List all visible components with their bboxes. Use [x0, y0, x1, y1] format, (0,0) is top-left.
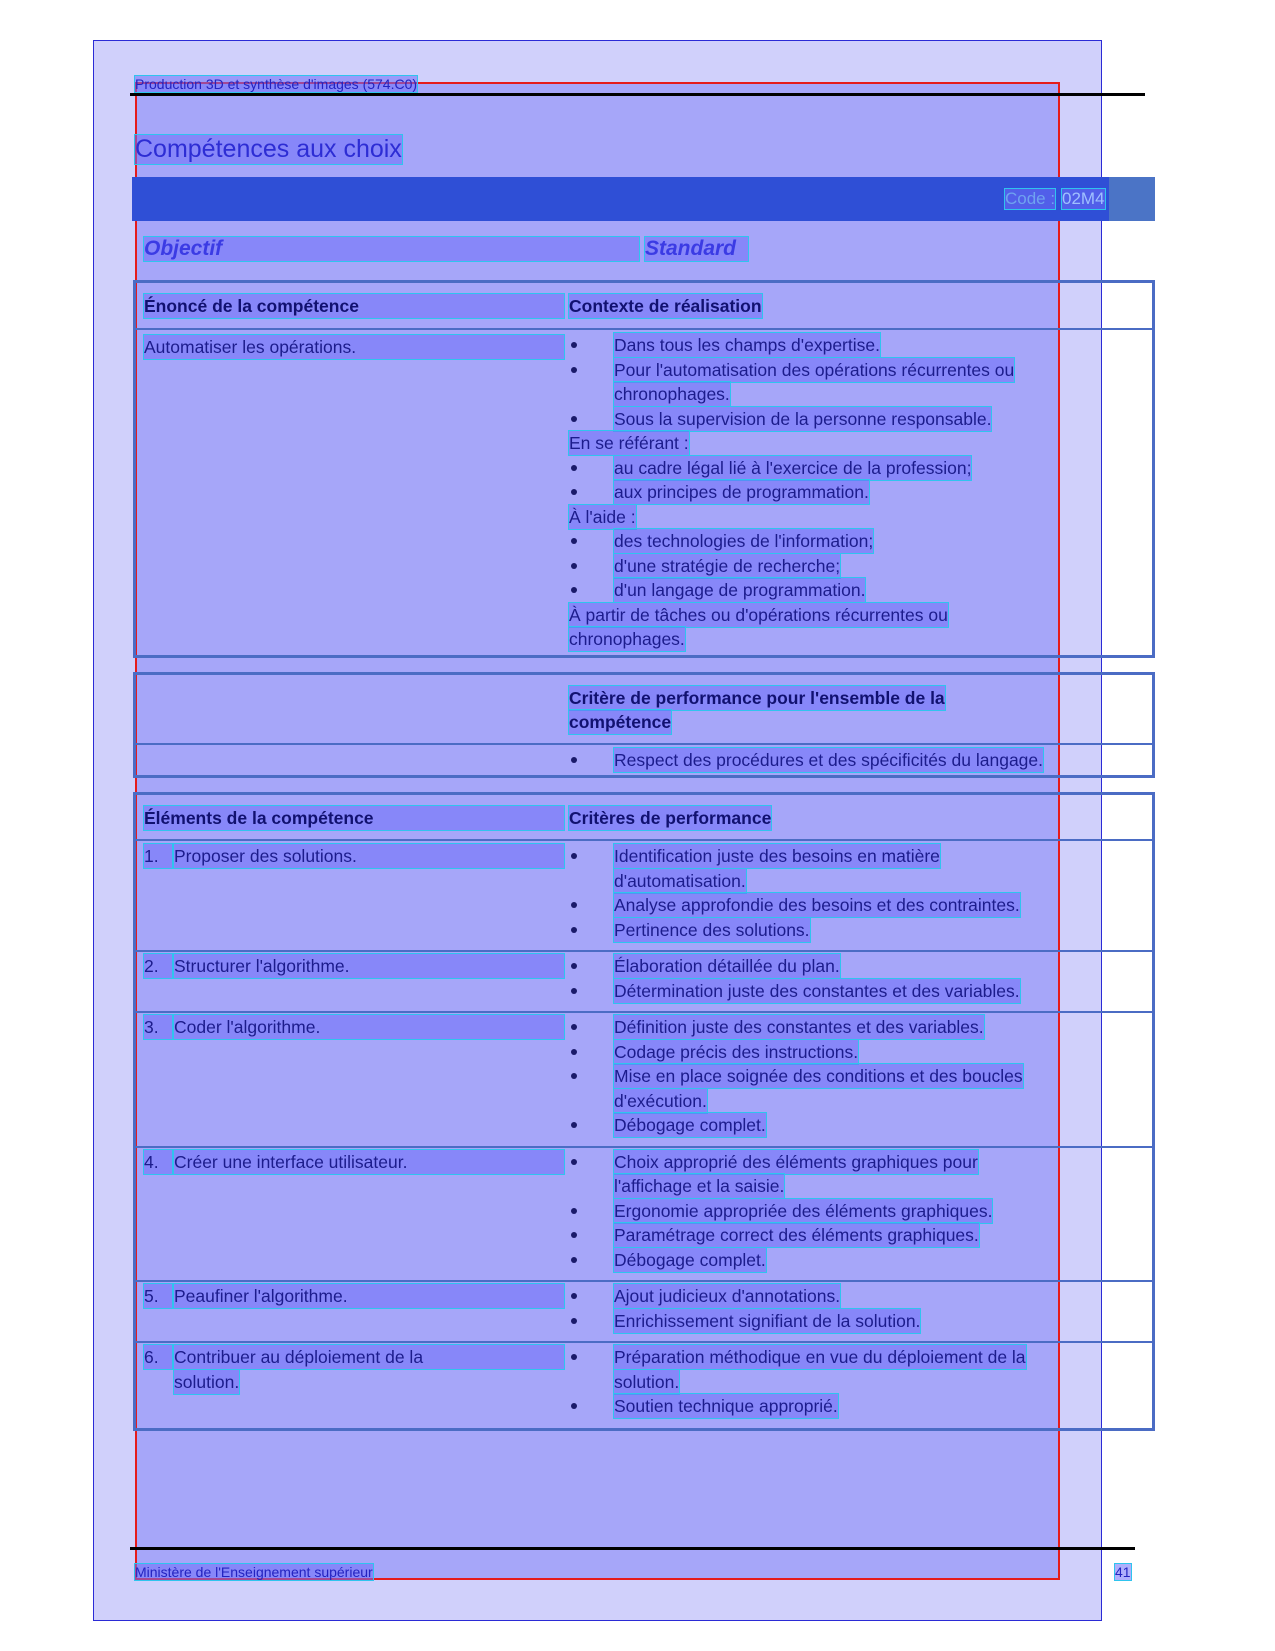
- element-title: Proposer des solutions.: [174, 844, 564, 868]
- context-item-line: chronophages.: [614, 384, 730, 404]
- element-number: 4.: [144, 1150, 172, 1174]
- performance-criterion: Élaboration détaillée du plan.: [614, 956, 840, 976]
- element-title: Coder l'algorithme.: [174, 1015, 564, 1039]
- element-title: Peaufiner l'algorithme.: [174, 1284, 564, 1308]
- bullet-icon: [571, 465, 577, 471]
- overall-criterion-item: Respect des procédures et des spécificités du langage.: [614, 750, 1044, 770]
- bullet-icon: [571, 1293, 577, 1299]
- objective-heading: Objectif: [144, 237, 639, 261]
- performance-criterion: Choix approprié des éléments graphiques pour: [614, 1151, 978, 1172]
- performance-criterion: l'affichage et la saisie.: [614, 1176, 785, 1196]
- bullet-icon: [571, 538, 577, 544]
- table-divider: [136, 1280, 1152, 1282]
- performance-criterion: Définition juste des constantes et des variables.: [614, 1017, 984, 1037]
- bullet-icon: [571, 963, 577, 969]
- element-title: Structurer l'algorithme.: [174, 954, 564, 978]
- bullet-icon: [571, 1208, 577, 1214]
- competence-statement: Automatiser les opérations.: [144, 335, 564, 359]
- bullet-icon: [571, 853, 577, 859]
- performance-criterion: Pertinence des solutions.: [614, 919, 810, 940]
- performance-criterion: solution.: [614, 1371, 680, 1392]
- element-number: 6.: [144, 1345, 172, 1369]
- statement-header: Énoncé de la compétence: [144, 294, 564, 318]
- bullet-icon: [571, 902, 577, 908]
- bullet-icon: [571, 1073, 577, 1079]
- performance-criterion: Ajout judicieux d'annotations.: [614, 1286, 841, 1306]
- table-divider: [136, 328, 1152, 330]
- bullet-icon: [571, 1024, 577, 1030]
- standard-heading: Standard: [645, 237, 748, 261]
- performance-criterion: Débogage complet.: [614, 1249, 766, 1270]
- header-rule: [130, 93, 1145, 96]
- footer-rule: [130, 1547, 1135, 1550]
- context-item-line: À partir de tâches ou d'opérations récurrentes ou: [569, 604, 948, 625]
- element-title: Contribuer au déploiement de la: [174, 1345, 564, 1369]
- performance-criterion: d'automatisation.: [614, 870, 746, 891]
- performance-criterion: Détermination juste des constantes et des variables.: [614, 980, 1020, 1001]
- element-number: 2.: [144, 954, 172, 978]
- table-divider: [136, 1146, 1152, 1148]
- code-value: 02M4: [1062, 189, 1105, 208]
- context-item-line: des technologies de l'information;: [614, 531, 874, 551]
- performance-criterion: Débogage complet.: [614, 1115, 766, 1135]
- footer-ministry: Ministère de l'Enseignement supérieur: [135, 1564, 373, 1580]
- bullet-icon: [571, 1403, 577, 1409]
- code-bar: [132, 177, 1155, 221]
- context-item-line: chronophages.: [569, 629, 685, 649]
- performance-criterion: Préparation méthodique en vue du déploiement de la: [614, 1347, 1026, 1367]
- performance-criterion: Ergonomie appropriée des éléments graphiques.: [614, 1200, 993, 1221]
- bullet-icon: [571, 757, 577, 763]
- performance-criteria-header: Critères de performance: [569, 808, 772, 828]
- overall-criterion-header-line2: compétence: [569, 712, 672, 732]
- table-divider: [136, 839, 1152, 841]
- bullet-icon: [571, 416, 577, 422]
- bullet-icon: [571, 1318, 577, 1324]
- bullet-icon: [571, 1354, 577, 1360]
- code-label: Code :: [1005, 189, 1056, 208]
- context-item-line: Sous la supervision de la personne responsable.: [614, 408, 992, 429]
- context-header: Contexte de réalisation: [569, 296, 762, 316]
- element-number: 3.: [144, 1015, 172, 1039]
- elements-header: Éléments de la compétence: [144, 806, 564, 830]
- bullet-icon: [571, 988, 577, 994]
- bullet-icon: [571, 927, 577, 933]
- running-header: Production 3D et synthèse d'images (574.C0): [135, 76, 418, 92]
- table-divider: [136, 950, 1152, 952]
- element-title: Créer une interface utilisateur.: [174, 1150, 564, 1174]
- bullet-icon: [571, 1257, 577, 1263]
- context-item-line: d'une stratégie de recherche;: [614, 555, 841, 576]
- bullet-icon: [571, 587, 577, 593]
- context-item-line: Dans tous les champs d'expertise.: [614, 335, 880, 355]
- context-item-line: aux principes de programmation.: [614, 482, 869, 502]
- performance-criterion: d'exécution.: [614, 1090, 707, 1111]
- performance-criterion: Enrichissement signifiant de la solution.: [614, 1310, 921, 1331]
- context-item-line: À l'aide :: [569, 506, 636, 527]
- bullet-icon: [571, 367, 577, 373]
- performance-criterion: Soutien technique approprié.: [614, 1396, 838, 1416]
- element-title: solution.: [174, 1371, 240, 1392]
- page-title: Compétences aux choix: [135, 135, 402, 163]
- context-item-line: En se référant :: [569, 433, 689, 453]
- table-divider: [136, 1341, 1152, 1343]
- bullet-icon: [571, 342, 577, 348]
- table-divider: [136, 1011, 1152, 1013]
- performance-criterion: Mise en place soignée des conditions et des boucles: [614, 1066, 1023, 1086]
- performance-criterion: Analyse approfondie des besoins et des contraintes.: [614, 895, 1020, 915]
- bullet-icon: [571, 489, 577, 495]
- bullet-icon: [571, 563, 577, 569]
- performance-criterion: Identification juste des besoins en matière: [614, 846, 940, 866]
- context-item-line: au cadre légal lié à l'exercice de la profession;: [614, 457, 972, 478]
- context-item-line: Pour l'automatisation des opérations récurrentes ou: [614, 359, 1015, 380]
- table-divider: [136, 743, 1152, 745]
- context-item-line: d'un langage de programmation.: [614, 580, 866, 600]
- page-number: 41: [1115, 1564, 1131, 1580]
- performance-criterion: Paramétrage correct des éléments graphiques.: [614, 1225, 979, 1245]
- bullet-icon: [571, 1122, 577, 1128]
- element-number: 1.: [144, 844, 172, 868]
- bullet-icon: [571, 1232, 577, 1238]
- bullet-icon: [571, 1049, 577, 1055]
- overall-criterion-header-line1: Critère de performance pour l'ensemble de la: [569, 688, 945, 708]
- bullet-icon: [571, 1159, 577, 1165]
- element-number: 5.: [144, 1284, 172, 1308]
- performance-criterion: Codage précis des instructions.: [614, 1041, 859, 1062]
